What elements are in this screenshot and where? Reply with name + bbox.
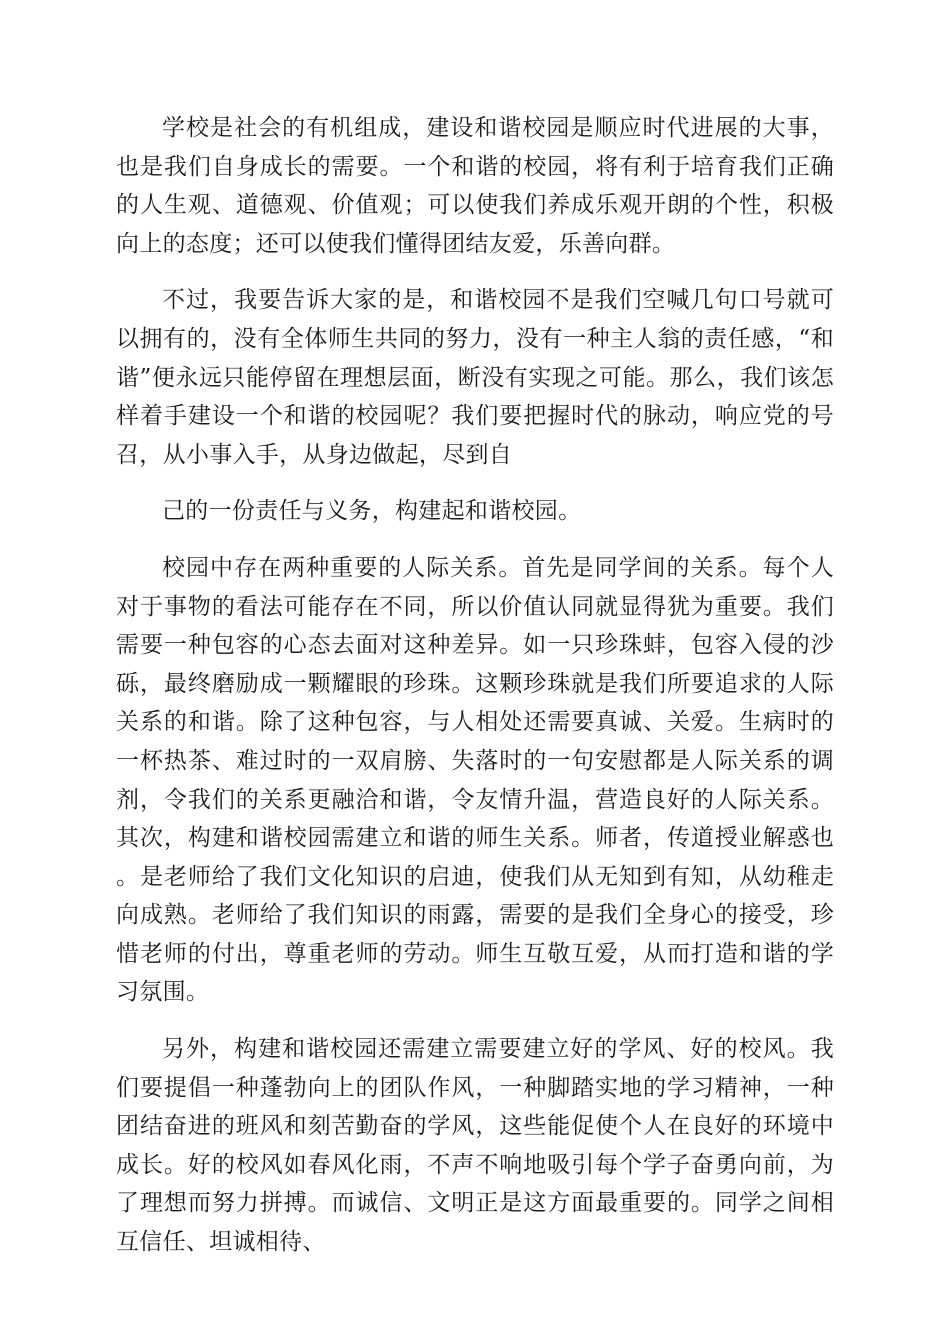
paragraph-5: 另外，构建和谐校园还需建立需要建立好的学风、好的校风。我们要提倡一种蓬勃向上的团队作风，一种脚踏实地的学习精神，一种团结奋进的班风和刻苦勤奋的学风，这些能促使个人在良好的环境中成长。好的校风如春风化雨，不声不响地吸引每个学子奋勇向前，为了理想而努力拼搏。而诚信、文明正是这方面最重要的。同学之间相互信任、坦诚相待、 [116,1036,834,1256]
paragraph-2: 不过，我要告诉大家的是，和谐校园不是我们空喊几句口号就可以拥有的，没有全体师生共同的努力，没有一种主人翁的责任感，“和谐”便永远只能停留在理想层面，断没有实现之可能。那么，我们该怎样着手建设一个和谐的校园呢？我们要把握时代的脉动，响应党的号召，从小事入手，从身边做起，尽到自 [116,287,834,468]
document-body [116,109,834,1280]
paragraph-4: 校园中存在两种重要的人际关系。首先是同学间的关系。每个人对于事物的看法可能存在不同，所以价值认同就显得犹为重要。我们需要一种包容的心态去面对这种差异。如一只珍珠蚌，包容入侵的沙砾，最终磨励成一颗耀眼的珍珠。这颗珍珠就是我们所要追求的人际关系的和谐。除了这种包容，与人相处还需要真诚、关爱。生病时的一杯热茶、难过时的一双肩膀、失落时的一句安慰都是人际关系的调剂，令我们的关系更融洽和谐，令友情升温，营造良好的人际关系。其次，构建和谐校园需建立和谐的师生关系。师者，传道授业解惑也。是老师给了我们文化知识的启迪，使我们从无知到有知，从幼稚走向成熟。老师给了我们知识的雨露，需要的是我们全身心的接受，珍惜老师的付出，尊重老师的劳动。师生互敬互爱，从而打造和谐的学习氛围。 [116,554,834,1006]
paragraph-1: 学校是社会的有机组成，建设和谐校园是顺应时代进展的大事，也是我们自身成长的需要。一个和谐的校园，将有利于培育我们正确的人生观、道德观、价值观；可以使我们养成乐观开朗的个性，积极向上的态度；还可以使我们懂得团结友爱，乐善向群。 [116,115,834,257]
paragraph-3: 己的一份责任与义务，构建起和谐校园。 [162,498,582,525]
